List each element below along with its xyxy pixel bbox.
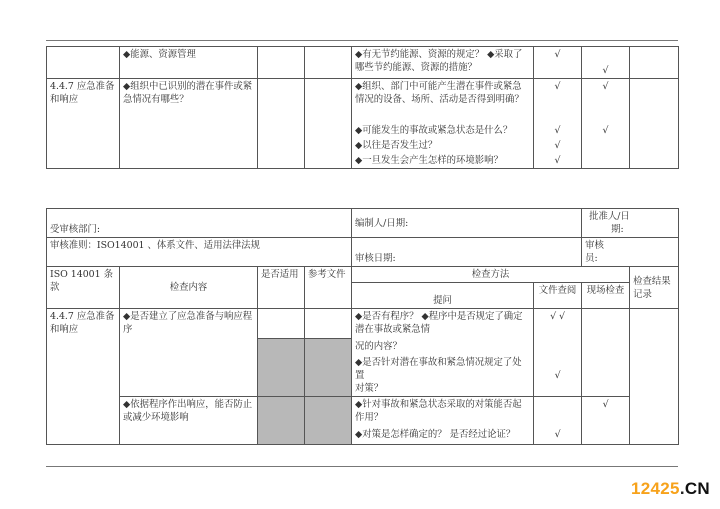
question-cell: ◆可能发生的事故或紧急状态是什么？	[352, 123, 534, 138]
site-check-cell: √	[582, 79, 630, 123]
table-row	[47, 47, 679, 79]
doc-check-cell: √	[534, 123, 582, 138]
question-cell: ◆组织、部门中可能产生潜在事件或紧急情况的设备、场所、活动是否得到明确？	[352, 79, 534, 123]
applicable-cell-shaded	[258, 397, 305, 445]
content-cell: ◆能源、资源管理	[120, 47, 258, 79]
applicable-cell	[258, 79, 305, 169]
site-check-cell: √	[582, 47, 630, 79]
top-audit-table	[46, 46, 679, 169]
question-cell: ◆是否有程序？ ◆程序中是否规定了确定潜在事故或紧急情	[352, 309, 534, 339]
reference-cell	[305, 309, 352, 339]
result-cell	[630, 79, 679, 169]
col-reference: 参考文件	[305, 267, 352, 309]
question-cell: 况的内容？	[352, 339, 534, 355]
auditor-label: 审核 员:	[582, 238, 679, 267]
bottom-rule	[46, 466, 678, 467]
doc-check-cell: √ √	[534, 309, 582, 339]
doc-check-cell: √	[534, 355, 582, 397]
doc-check-cell: √	[534, 138, 582, 153]
col-question: 提问	[352, 283, 534, 309]
content-cell: ◆依据程序作出响应，能否防止或减少环境影响	[120, 397, 258, 445]
doc-check-cell	[534, 397, 582, 427]
content-cell: ◆组织中已识别的潜在事件或紧急情况有哪些？	[120, 79, 258, 169]
clause-cell	[47, 47, 120, 79]
col-method: 检查方法	[352, 267, 630, 283]
doc-check-cell: √	[534, 79, 582, 123]
doc-check-cell	[534, 339, 582, 355]
header-row	[47, 209, 679, 238]
site-check-cell	[582, 427, 630, 445]
audited-dept-label: 受审核部门:	[47, 209, 352, 238]
audit-criteria-label: 审核准则：ISO14001 、体系文件、适用法律法规	[47, 238, 352, 267]
header-row	[47, 238, 679, 267]
reference-cell	[305, 47, 352, 79]
audit-date-label: 审核日期:	[352, 238, 582, 267]
question-cell: ◆对策是怎样确定的？ 是否经过论证？	[352, 427, 534, 445]
site-watermark-logo: 12425.CN	[631, 479, 710, 498]
doc-check-cell: √	[534, 427, 582, 445]
reference-cell-shaded	[305, 339, 352, 397]
table-row	[47, 309, 679, 339]
table-row	[47, 397, 679, 427]
col-content: 检查内容	[120, 267, 258, 309]
question-cell: ◆有无节约能源、资源的规定？ ◆采取了哪些节约能源、资源的措施？	[352, 47, 534, 79]
site-check-cell: √	[582, 397, 630, 427]
clause-cell: 4.4.7 应急准备和响应	[47, 309, 120, 445]
site-check-cell	[582, 339, 630, 355]
clause-cell: 4.4.7 应急准备和响应	[47, 79, 120, 169]
question-cell: ◆是否针对潜在事故和紧急情况规定了处置 对策？	[352, 355, 534, 397]
question-cell: ◆针对事故和紧急状态采取的对策能否起作用？	[352, 397, 534, 427]
content-cell: ◆是否建立了应急准备与响应程序	[120, 309, 258, 397]
result-cell	[630, 309, 679, 445]
table-row	[47, 79, 679, 123]
col-site-check: 现场检查	[582, 283, 630, 309]
audit-checklist-table	[46, 208, 679, 445]
site-check-cell: √	[582, 123, 630, 138]
applicable-cell-shaded	[258, 339, 305, 397]
site-check-cell	[582, 153, 630, 169]
column-header-row	[47, 267, 679, 283]
applicable-cell	[258, 47, 305, 79]
col-result: 检查结果记录	[630, 267, 679, 309]
result-cell	[630, 47, 679, 79]
top-rule	[46, 40, 678, 41]
question-cell: ◆一旦发生会产生怎样的环境影响？	[352, 153, 534, 169]
applicable-cell	[258, 309, 305, 339]
doc-check-cell: √	[534, 153, 582, 169]
site-check-cell	[582, 355, 630, 397]
col-doc-review: 文件查阅	[534, 283, 582, 309]
reference-cell	[305, 79, 352, 169]
prepared-by-label: 编制人/日期:	[352, 209, 582, 238]
col-applicable: 是否适用	[258, 267, 305, 309]
reference-cell-shaded	[305, 397, 352, 445]
approved-by-label: 批准人/日 期:	[582, 209, 679, 238]
col-clause: ISO 14001 条款	[47, 267, 120, 309]
site-check-cell	[582, 309, 630, 339]
site-check-cell	[582, 138, 630, 153]
doc-check-cell: √	[534, 47, 582, 79]
question-cell: ◆以往是否发生过？	[352, 138, 534, 153]
